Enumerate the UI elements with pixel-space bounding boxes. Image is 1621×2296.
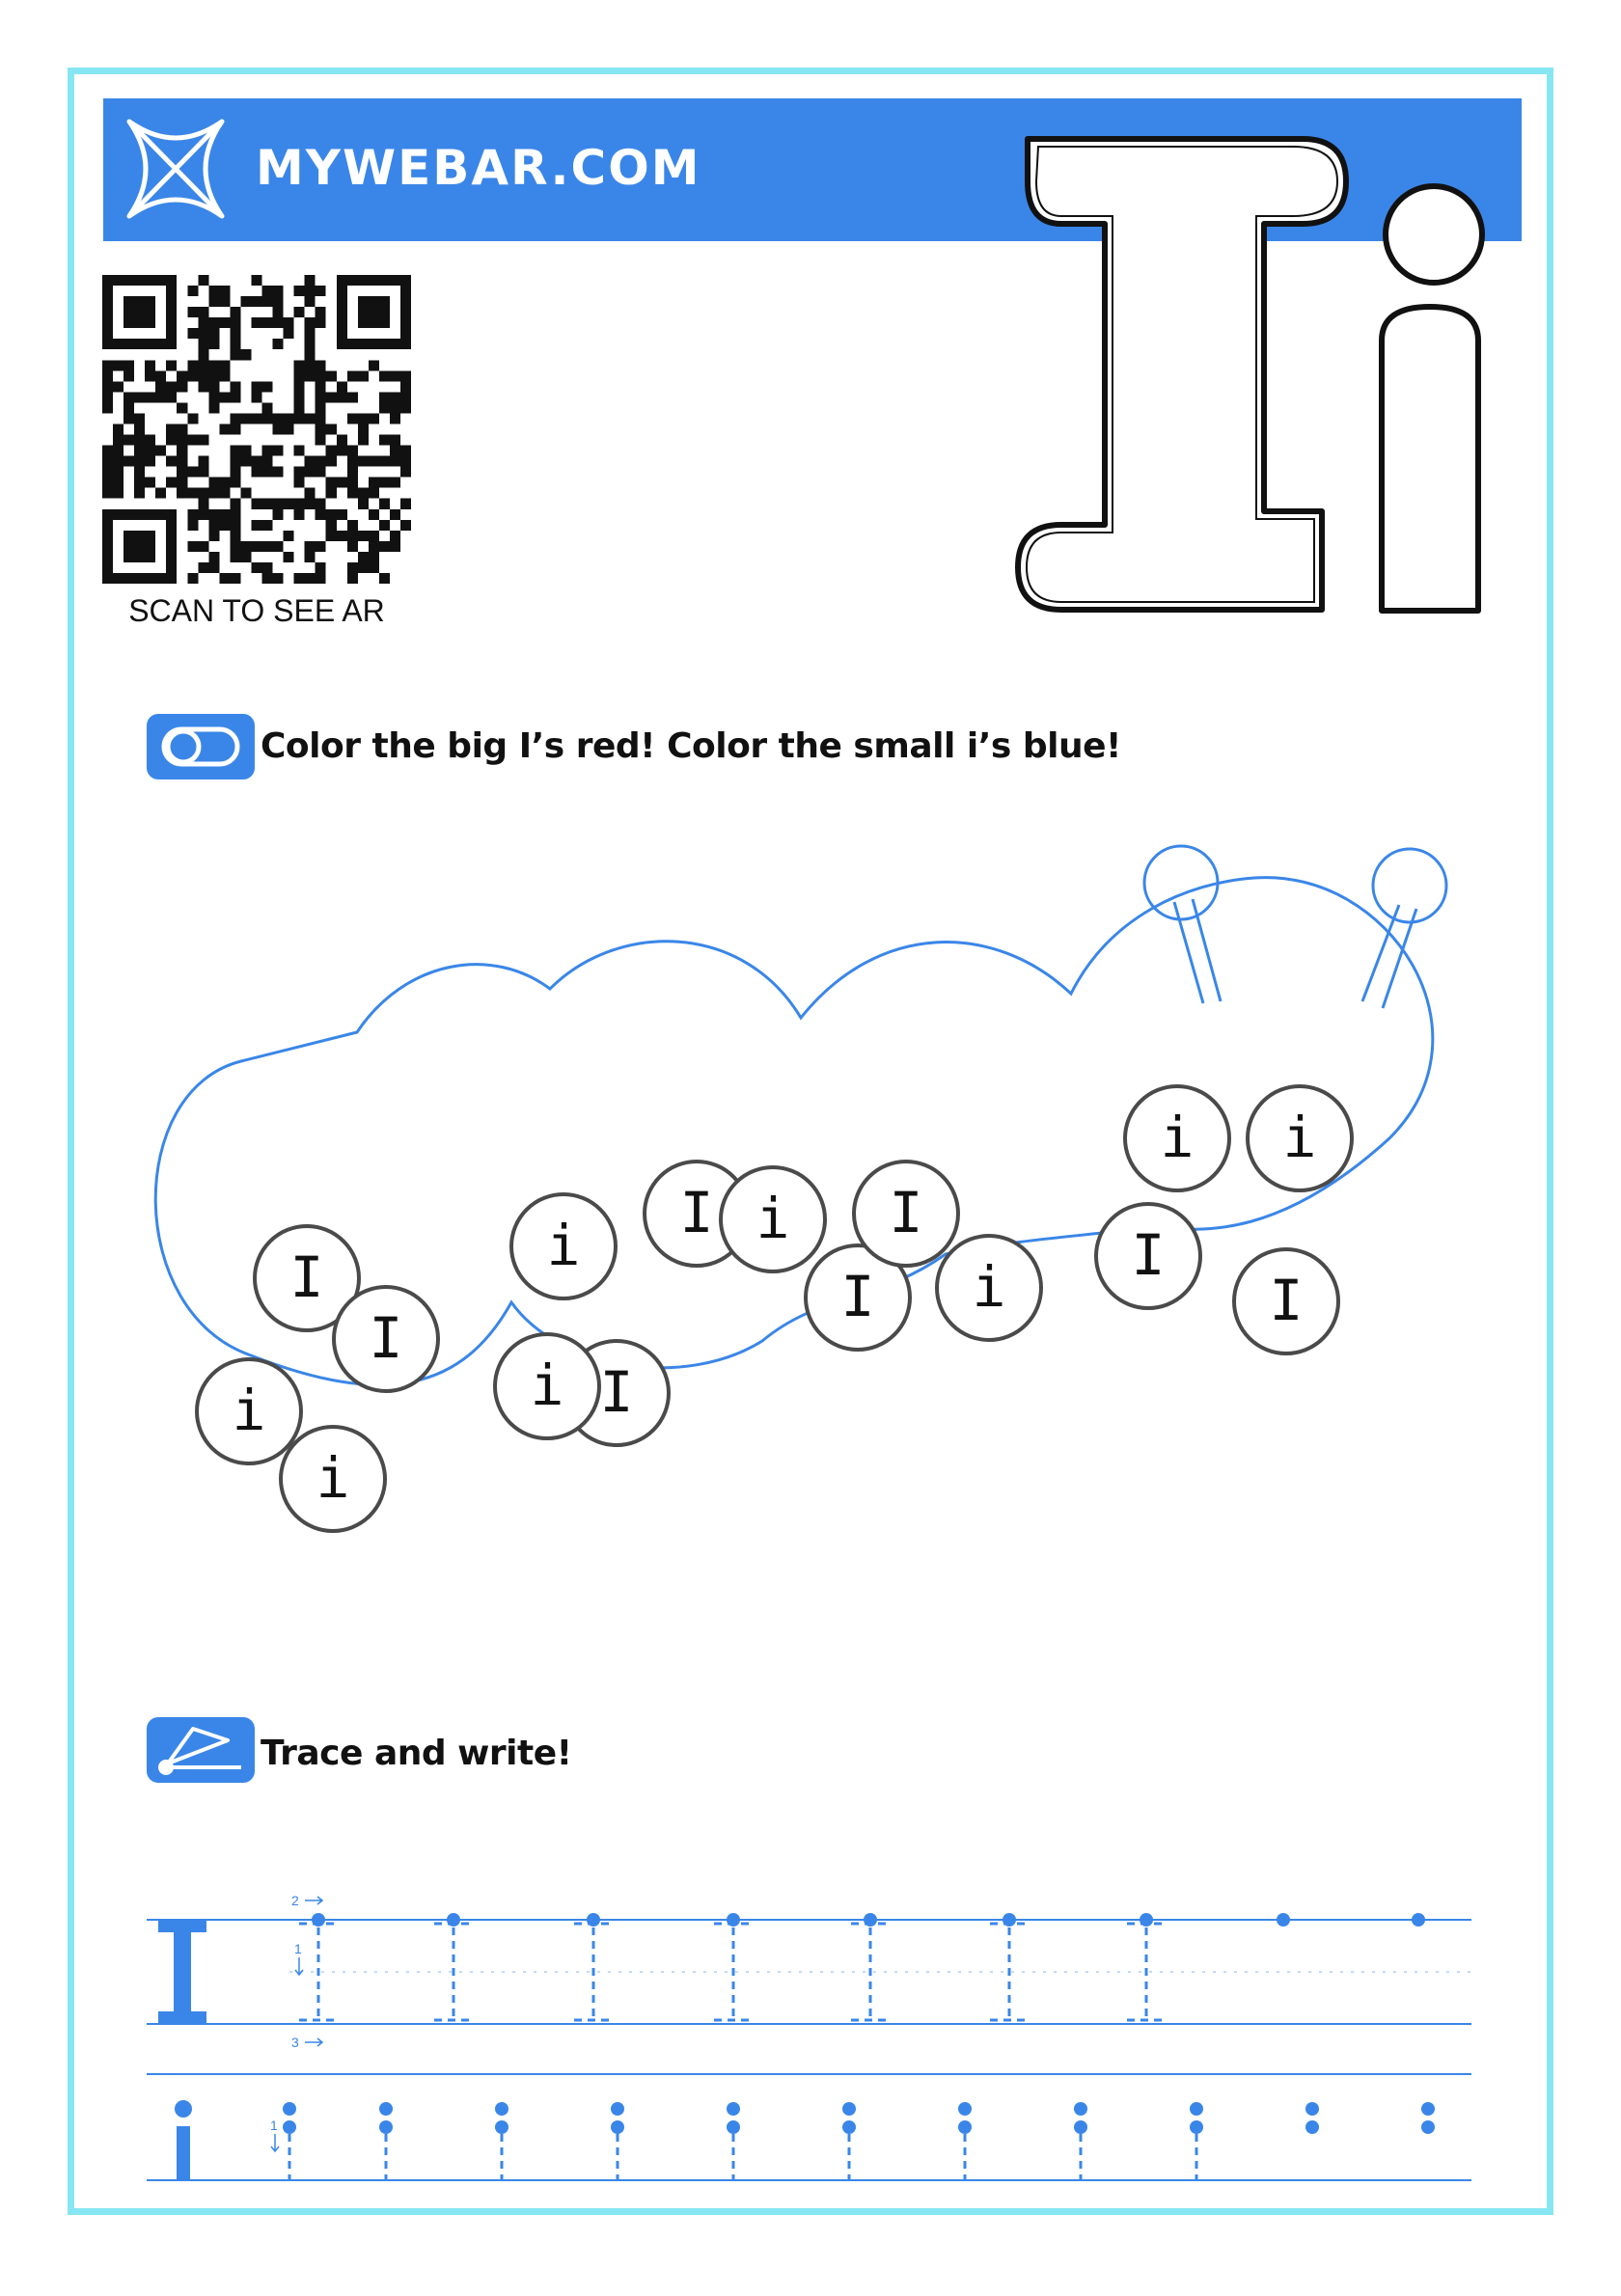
letter-circle-glyph: i <box>232 1378 266 1443</box>
tracing-area <box>135 1794 1486 2296</box>
letter-circle[interactable] <box>334 1287 438 1391</box>
trace-uppercase-i[interactable] <box>851 1913 890 2020</box>
letter-circle-glyph: I <box>1131 1222 1166 1288</box>
letter-circle-glyph: i <box>756 1186 790 1251</box>
trace-uppercase-i[interactable] <box>1127 1913 1166 2020</box>
trace-lowercase-i[interactable] <box>1421 2102 1435 2134</box>
letter-circle-glyph: I <box>289 1244 324 1310</box>
letter-circle[interactable] <box>1248 1086 1352 1190</box>
letter-circle-glyph: I <box>840 1264 875 1329</box>
letter-circle[interactable] <box>511 1194 616 1298</box>
toggle-color-icon <box>147 714 255 779</box>
qr-caption: SCAN TO SEE AR <box>128 593 385 628</box>
stroke-order-number: 1 <box>294 1941 302 1956</box>
letter-circle-glyph: I <box>679 1180 714 1245</box>
trace-uppercase-i[interactable] <box>574 1913 613 2020</box>
hero-letters <box>1003 123 1515 625</box>
trace-lowercase-i[interactable] <box>495 2102 508 2180</box>
letter-circle[interactable] <box>281 1427 385 1531</box>
letter-circle-glyph: I <box>369 1305 403 1371</box>
caterpillar <box>145 830 1476 1582</box>
letter-circle[interactable] <box>1096 1204 1200 1308</box>
letter-circle[interactable] <box>197 1359 301 1463</box>
model-lowercase-i-stem <box>177 2126 190 2180</box>
letter-circle-glyph: I <box>1269 1268 1304 1333</box>
letter-circle-glyph: I <box>599 1359 634 1425</box>
trace-lowercase-i[interactable] <box>379 2102 393 2180</box>
trace-lowercase-i[interactable] <box>1074 2102 1087 2180</box>
letter-circle-glyph: i <box>546 1213 581 1278</box>
letter-circle-glyph: i <box>316 1445 350 1511</box>
trace-lowercase-i[interactable] <box>1190 2102 1203 2180</box>
stroke-order-number: 2 <box>291 1893 299 1908</box>
trace-uppercase-i[interactable] <box>434 1913 473 2020</box>
trace-pen-icon <box>147 1717 255 1783</box>
trace-start-dot <box>1277 1913 1290 1927</box>
qr-code[interactable] <box>102 275 411 584</box>
task-trace-instruction: Trace and write! <box>261 1734 572 1773</box>
hero-uppercase-letter <box>1018 139 1346 610</box>
letter-circle-glyph: i <box>1160 1105 1195 1170</box>
letter-circle-glyph: i <box>1282 1105 1317 1170</box>
brand-name[interactable]: MYWEBAR.COM <box>256 140 701 196</box>
letter-circle-glyph: I <box>889 1180 923 1245</box>
letter-circle[interactable] <box>721 1167 825 1271</box>
letter-circle-glyph: i <box>972 1254 1006 1320</box>
model-lowercase-i-dot <box>175 2100 192 2118</box>
trace-lowercase-i[interactable] <box>1305 2102 1319 2134</box>
task-color-instruction: Color the big I’s red! Color the small i’s blue! <box>261 726 1121 766</box>
hero-lowercase-stem <box>1382 307 1478 611</box>
trace-start-dot <box>1412 1913 1425 1927</box>
letter-circle[interactable] <box>937 1236 1041 1340</box>
letter-circle-glyph: i <box>530 1353 564 1418</box>
trace-lowercase-i[interactable] <box>611 2102 624 2180</box>
trace-lowercase-i[interactable] <box>842 2102 856 2180</box>
letter-circle[interactable] <box>1234 1249 1338 1353</box>
letter-circle[interactable] <box>495 1334 599 1438</box>
letter-circle[interactable] <box>1125 1086 1229 1190</box>
stroke-order-number: 1 <box>270 2118 278 2133</box>
trace-lowercase-i[interactable] <box>958 2102 972 2180</box>
trace-lowercase-i[interactable] <box>283 2102 296 2180</box>
stroke-order-number: 3 <box>291 2035 299 2050</box>
x-star-logo-icon <box>124 116 228 222</box>
hero-lowercase-dot <box>1386 186 1482 283</box>
trace-lowercase-i[interactable] <box>727 2102 740 2180</box>
trace-uppercase-i[interactable] <box>714 1913 753 2020</box>
trace-uppercase-i[interactable] <box>990 1913 1029 2020</box>
model-uppercase-i <box>158 1920 206 2024</box>
letter-circle[interactable] <box>854 1162 958 1266</box>
trace-uppercase-i[interactable] <box>299 1913 338 2020</box>
